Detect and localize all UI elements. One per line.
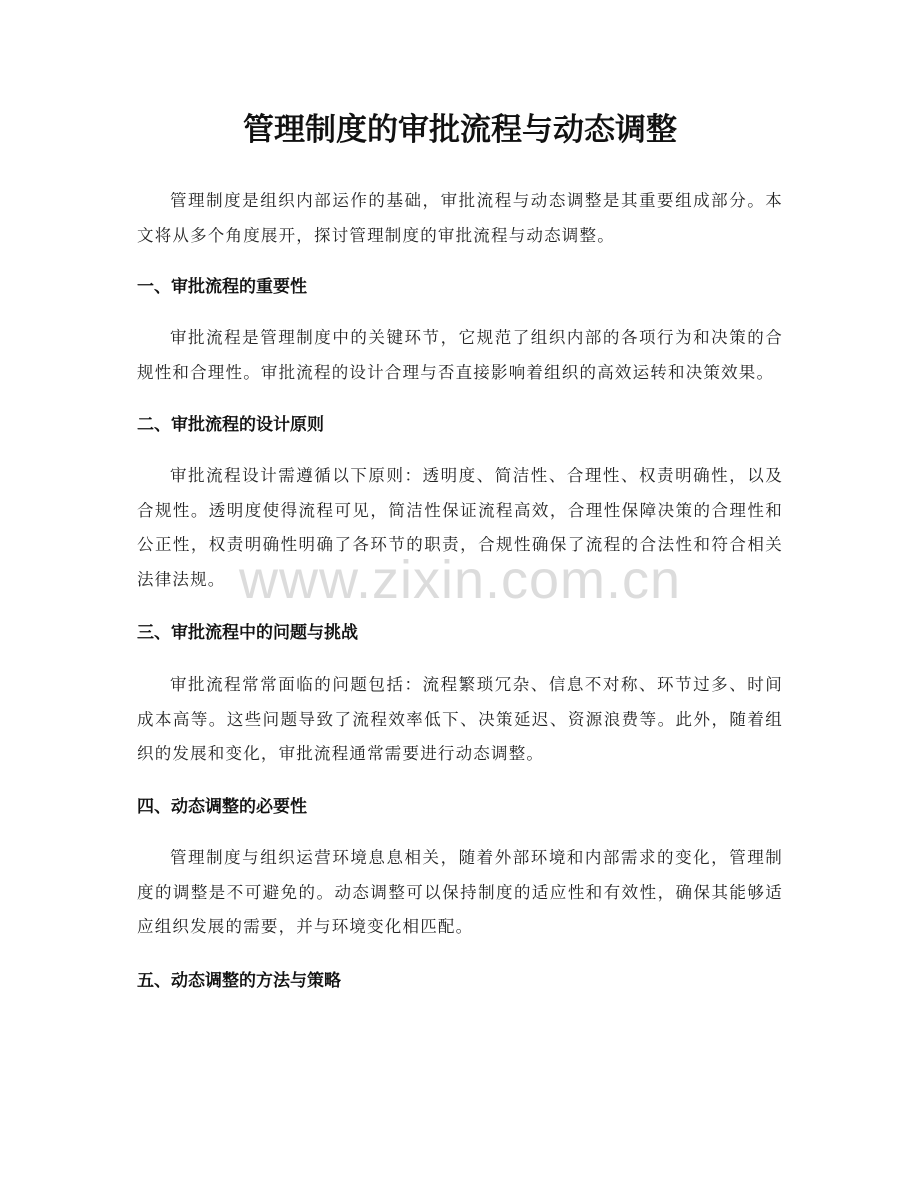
section-3-paragraph: 审批流程常常面临的问题包括：流程繁琐冗杂、信息不对称、环节过多、时间成本高等。这些问题导致了流程效率低下、决策延迟、资源浪费等。此外，随着组织的发展和变化，审批流程通常需要进行动态调整。 — [137, 675, 783, 763]
section-5-heading: 五、动态调整的方法与策略 — [137, 971, 341, 991]
section-4-paragraph: 管理制度与组织运营环境息息相关，随着外部环境和内部需求的变化，管理制度的调整是不可避免的。动态调整可以保持制度的适应性和有效性，确保其能够适应组织发展的需要，并与环境变化相匹配。 — [137, 848, 783, 936]
section-1-paragraph: 审批流程是管理制度中的关键环节，它规范了组织内部的各项行为和决策的合规性和合理性。审批流程的设计合理与否直接影响着组织的高效运转和决策效果。 — [137, 328, 783, 382]
section-4-heading: 四、动态调整的必要性 — [137, 797, 307, 817]
intro-paragraph: 管理制度是组织内部运作的基础，审批流程与动态调整是其重要组成部分。本文将从多个角度展开，探讨管理制度的审批流程与动态调整。 — [137, 191, 783, 245]
section-3-heading: 三、审批流程中的问题与挑战 — [137, 623, 358, 643]
section-2-heading: 二、审批流程的设计原则 — [137, 415, 324, 435]
section-2-paragraph: 审批流程设计需遵循以下原则：透明度、简洁性、合理性、权责明确性，以及合规性。透明度使得流程可见，简洁性保证流程高效，合理性保障决策的合理性和公正性，权责明确性明确了各环节的职责，合规性确保了流程的合法性和符合相关法律法规。 — [137, 466, 783, 589]
document-title: 管理制度的审批流程与动态调整 — [243, 112, 677, 148]
section-1-heading: 一、审批流程的重要性 — [137, 277, 307, 297]
watermark: www.zixin.com.cn — [238, 550, 682, 610]
